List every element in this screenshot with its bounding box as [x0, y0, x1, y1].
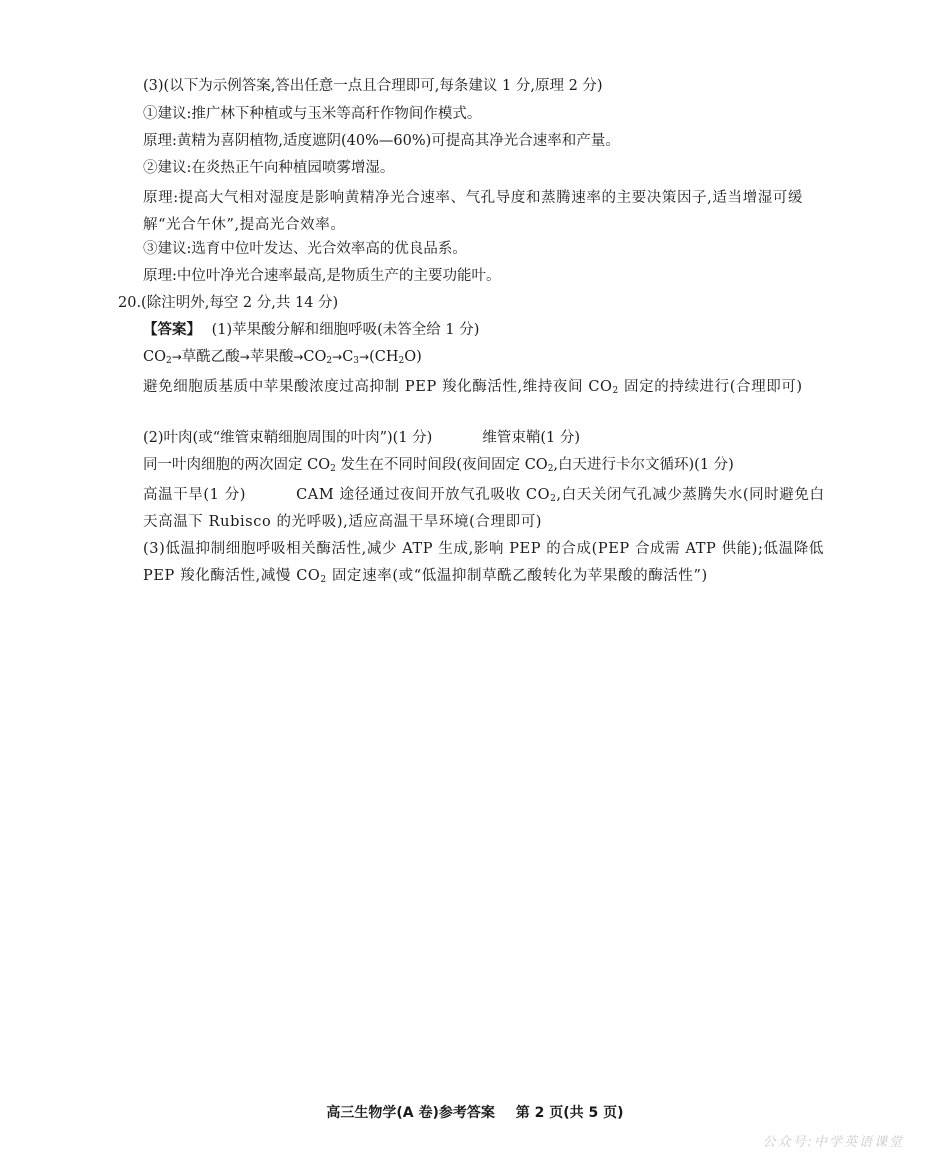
q20-part3 — [143, 536, 838, 590]
footer-title: 高三生物学(A 卷)参考答案 — [326, 1105, 495, 1121]
part2-b-text: 同一叶肉细胞的两次固定 CO — [143, 457, 331, 473]
c-text: C — [342, 349, 354, 365]
q20-part1-reason — [143, 374, 838, 401]
q20-part2-line3 — [143, 482, 838, 536]
subscript-2: 2 — [612, 386, 619, 396]
suggestion-3: ③建议:选育中位叶发达、光合效率高的优良品系。 — [143, 241, 467, 257]
footer-page-number: 第 2 页(共 5 页) — [515, 1105, 624, 1121]
subscript-2: 2 — [550, 494, 557, 504]
ch2o-close: O) — [404, 349, 422, 365]
suggestion-1: ①建议:推广林下种植或与玉米等高秆作物间作模式。 — [143, 106, 482, 122]
subscript-2: 2 — [165, 356, 172, 366]
principle-1: 原理:黄精为喜阴植物,适度遮阴(40%—60%)可提高其净光合速率和产量。 — [143, 133, 620, 149]
part2-answer-1: (2)叶肉(或“维管束鞘细胞周围的叶肉”)(1 分) — [143, 430, 433, 446]
principle-3: 原理:中位叶净光合速率最高,是物质生产的主要功能叶。 — [143, 268, 501, 284]
reason-text-end: 固定的持续进行(合理即可) — [618, 379, 803, 395]
q19-part3-intro: (3)(以下为示例答案,答出任意一点且合理即可,每条建议 1 分,原理 2 分) — [143, 78, 603, 94]
part2-b-mid: 发生在不同时间段(夜间固定 CO — [335, 457, 548, 473]
co2-pathway — [143, 347, 422, 367]
malate-text: 苹果酸 — [249, 349, 294, 365]
part2-c-answer: 高温干旱(1 分) — [143, 487, 247, 503]
part2-c-text: CAM 途径通过夜间开放气孔吸收 CO — [296, 487, 551, 503]
part2-c-text-end: ,白天关闭气孔减少蒸腾失水(同时避免白天高温下 Rubisco 的光呼吸),适应高温干旱环境(合理即可) — [143, 487, 825, 530]
subscript-3: 3 — [353, 356, 360, 366]
subscript-2: 2 — [330, 464, 336, 474]
part3-text-end: 固定速率(或“低温抑制草酰乙酸转化为苹果酸的酶活性”) — [326, 568, 708, 584]
subscript-2: 2 — [547, 464, 554, 474]
watermark: 公众号:中学英语课堂 — [762, 1135, 904, 1150]
q20-part2-line2 — [143, 455, 734, 475]
page-footer — [0, 1102, 950, 1122]
subscript-2: 2 — [326, 356, 333, 366]
suggestion-2: ②建议:在炎热正午向种植园喷雾增湿。 — [143, 160, 395, 176]
part2-answer-2: 维管束鞘(1 分) — [482, 430, 580, 446]
answer-label: 【答案】 — [143, 321, 201, 338]
q20-part1-answer — [143, 320, 479, 340]
arrow-icon: → — [332, 350, 343, 364]
co2-text: CO — [303, 349, 327, 365]
arrow-icon: → — [293, 350, 304, 364]
part1-text: (1)苹果酸分解和细胞呼吸(未答全给 1 分) — [211, 322, 480, 338]
subscript-2: 2 — [320, 575, 327, 585]
principle-2: 原理:提高大气相对湿度是影响黄精净光合速率、气孔导度和蒸腾速率的主要决策因子,适当增湿可缓解“光合午休”,提高光合效率。 — [143, 190, 803, 233]
reason-text: 避免细胞质基质中苹果酸浓度过高抑制 PEP 羧化酶活性,维持夜间 CO — [143, 379, 613, 395]
arrow-icon: → — [239, 350, 250, 364]
part3-text: (3)低温抑制细胞呼吸相关酶活性,减少 ATP 生成,影响 PEP 的合成(PEP 合成需 ATP 供能);低温降低 PEP 羧化酶活性,减慢 CO — [143, 541, 824, 584]
arrow-icon: → — [171, 350, 182, 364]
q20-part2-line1 — [143, 428, 580, 448]
arrow-icon: → — [359, 350, 370, 364]
oxaloacetate-text: 草酰乙酸 — [181, 349, 240, 365]
part2-b-end: ,白天进行卡尔文循环)(1 分) — [553, 457, 734, 473]
ch2o-open: (CH — [369, 349, 399, 365]
co2-text: CO — [143, 349, 166, 365]
q20-header: 20.(除注明外,每空 2 分,共 14 分) — [118, 295, 339, 311]
subscript-2: 2 — [398, 356, 405, 366]
